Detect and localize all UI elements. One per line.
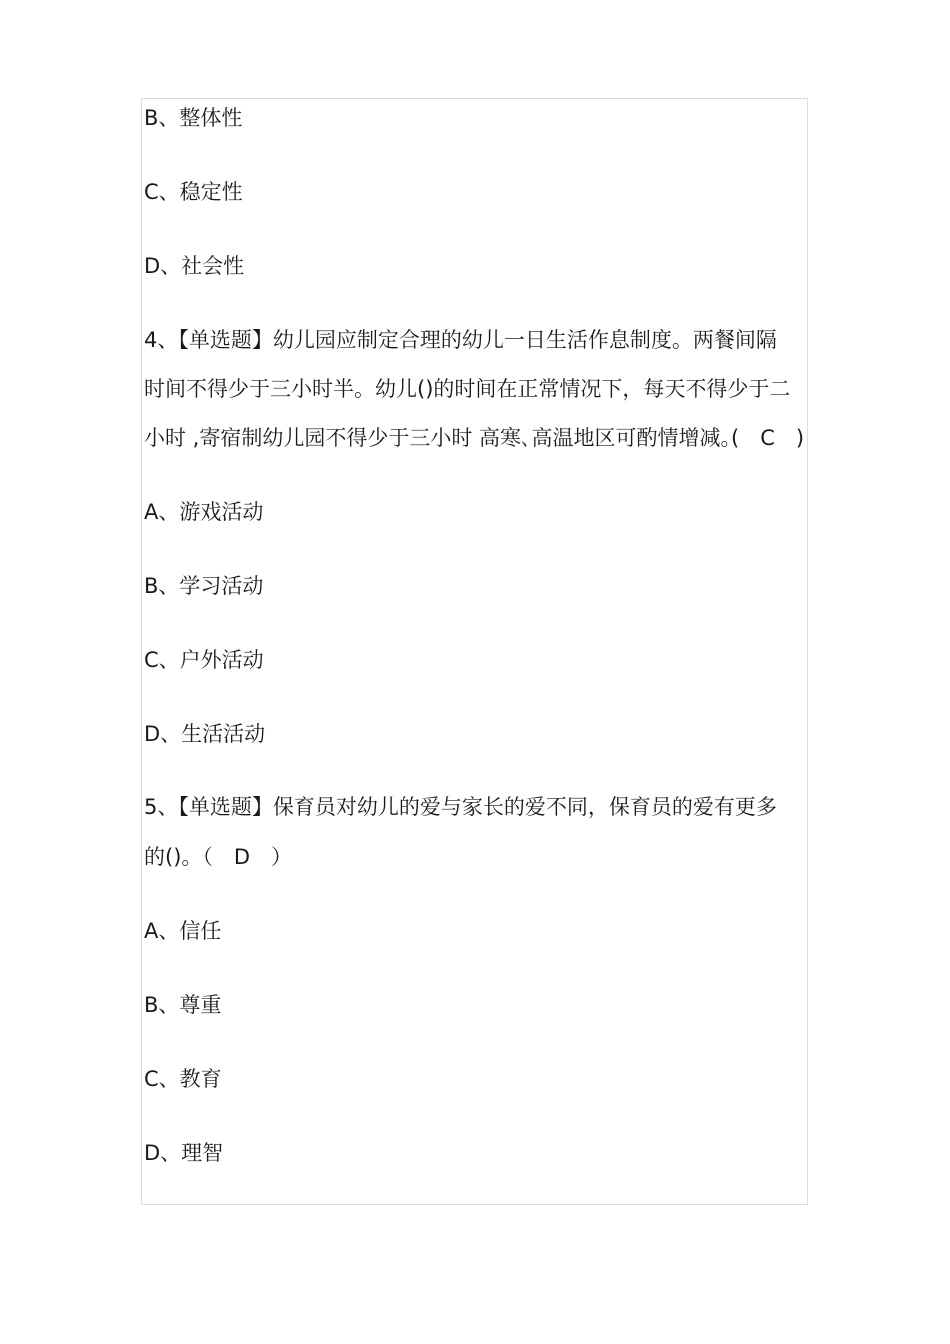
q3-option-b: B、整体性 bbox=[144, 106, 243, 130]
q4-stem-line-3: 小时 ,寄宿制幼儿园不得少于三小时 高寒､高温地区可酌情增减｡( C ) bbox=[144, 426, 805, 450]
q5-option-c: C、教育 bbox=[144, 1067, 222, 1091]
q4-stem-line-2: 时间不得少于三小时半。幼儿()的时间在正常情况下，每天不得少于二 bbox=[144, 377, 791, 401]
q5-stem-line-2: 的()。（ D ） bbox=[144, 845, 293, 869]
q4-option-d: D、生活活动 bbox=[144, 722, 266, 746]
q4-option-a: A、游戏活动 bbox=[144, 500, 264, 524]
q4-option-c: C、户外活动 bbox=[144, 648, 264, 672]
q3-option-d: D、社会性 bbox=[144, 254, 245, 278]
q5-option-b: B、尊重 bbox=[144, 993, 222, 1017]
q4-option-b: B、学习活动 bbox=[144, 574, 264, 598]
q5-option-a: A、信任 bbox=[144, 919, 222, 943]
q4-stem-line-1: 4、【单选题】幼儿园应制定合理的幼儿一日生活作息制度。两餐间隔 bbox=[144, 328, 777, 352]
q5-stem-line-1: 5、【单选题】保育员对幼儿的爱与家长的爱不同，保育员的爱有更多 bbox=[144, 795, 777, 819]
q3-option-c: C、稳定性 bbox=[144, 180, 243, 204]
q5-option-d: D、理智 bbox=[144, 1141, 224, 1165]
